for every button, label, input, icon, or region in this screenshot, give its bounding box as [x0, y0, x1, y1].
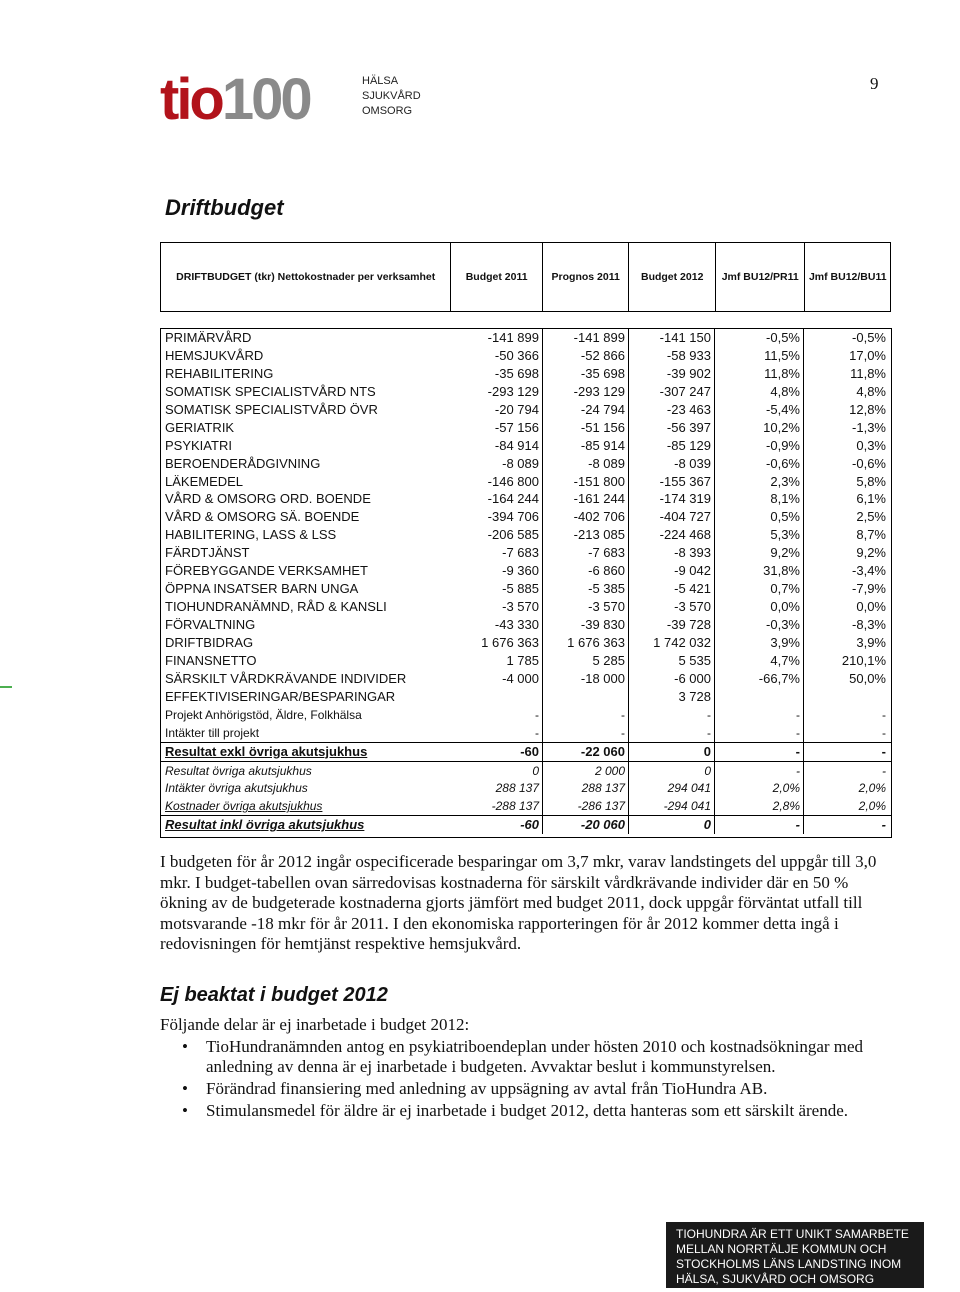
logo-wordmark: tio100 — [160, 67, 310, 132]
value-cell: - — [882, 707, 886, 722]
lead-text: Följande delar är ej inarbetade i budget 2012: — [160, 1015, 470, 1034]
value-cell: -0,3% — [715, 616, 804, 634]
value-cell: -141 899 — [452, 329, 543, 347]
value-cell: -3 570 — [543, 598, 629, 616]
value-cell: 288 137 — [452, 779, 543, 797]
value-cell: -58 933 — [629, 347, 715, 365]
value-cell: 11,8% — [850, 365, 886, 381]
value-cell: 50,0% — [849, 670, 886, 686]
value-cell: 2 000 — [543, 762, 629, 780]
value-cell: -288 137 — [452, 797, 543, 815]
row-label: GERIATRIK — [165, 419, 235, 435]
footer-banner: TIOHUNDRA ÄR ETT UNIKT SAMARBETE MELLAN NORRTÄLJE KOMMUN OCH STOCKHOLMS LÄNS LANDSTING INOM HÄLSA, SJUKVÅRD OCH OMSORG — [666, 1222, 924, 1288]
value-cell: - — [715, 706, 804, 724]
value-cell: -20 794 — [452, 401, 543, 419]
value-cell — [452, 688, 543, 706]
value-cell: -3,4% — [852, 563, 886, 579]
value-cell: 0,0% — [856, 599, 886, 615]
value-cell: -5 885 — [452, 580, 543, 598]
table-row — [161, 365, 891, 383]
row-label: Intäkter övriga akutsjukhus — [165, 781, 308, 796]
value-cell: -39 830 — [543, 616, 629, 634]
header-cell: Jmf BU12/BU11 — [805, 243, 891, 311]
body-paragraph: I budgeten för år 2012 ingår ospecificerade besparingar om 3,7 mkr, varav landstingets del uppgår till 3,0 mkr. I budget-tabellen ovan särredovisas kostnaderna för särskilt vårdkrävande individer där en 50 % ökning av de budgeterade kostnaderna gjorts jämfört med budget 2011, dock uppgår förväntat utfall till motsvarande -18 mkr för år 2011. I den ekonomiska rapporteringen för år 2012 kommer detta ingå i redovisningen för hemtjänst respektive hemsjukvård. — [160, 852, 877, 953]
value-cell: 4,8% — [715, 383, 804, 401]
row-label: Resultat exkl övriga akutsjukhus — [165, 743, 368, 759]
value-cell: -7 683 — [543, 544, 629, 562]
row-label: HABILITERING, LASS & LSS — [165, 527, 337, 543]
value-cell: - — [715, 762, 804, 780]
table-row — [161, 761, 891, 780]
value-cell: -5 421 — [629, 580, 715, 598]
page-title: Driftbudget — [165, 195, 284, 220]
row-label: HEMSJUKVÅRD — [165, 347, 264, 363]
value-cell: 0,0% — [715, 598, 804, 616]
value-cell: -7,9% — [852, 581, 886, 597]
bullet-dot-icon: • — [182, 1101, 188, 1120]
row-label: PSYKIATRI — [165, 437, 232, 453]
value-cell: -155 367 — [629, 473, 715, 491]
value-cell: 3,9% — [715, 634, 804, 652]
value-cell: -66,7% — [715, 670, 804, 688]
value-cell: -3 570 — [629, 598, 715, 616]
value-cell: 2,0% — [858, 799, 886, 814]
row-label: Resultat inkl övriga akutsjukhus — [165, 817, 365, 833]
value-cell — [804, 688, 889, 706]
value-cell: - — [629, 706, 715, 724]
value-cell: - — [715, 816, 804, 834]
value-cell: 0 — [629, 762, 715, 780]
value-cell: 2,0% — [715, 779, 804, 797]
value-cell: -141 150 — [629, 329, 715, 347]
value-cell: 1 742 032 — [629, 634, 715, 652]
subheading: Ej beaktat i budget 2012 — [160, 984, 388, 1006]
value-cell: 0,3% — [856, 437, 886, 453]
row-label: Kostnader övriga akutsjukhus — [165, 799, 323, 814]
row-label: EFFEKTIVISERINGAR/BESPARINGAR — [165, 688, 396, 704]
value-cell: 0,5% — [715, 508, 804, 526]
value-cell: -35 698 — [543, 365, 629, 383]
row-label: Intäkter till projekt — [165, 725, 260, 740]
value-cell: -174 319 — [629, 490, 715, 508]
table-row — [161, 580, 891, 598]
value-cell: -164 244 — [452, 490, 543, 508]
value-cell: -60 — [452, 743, 543, 761]
value-cell: -213 085 — [543, 526, 629, 544]
value-cell: 0 — [629, 816, 715, 834]
logo-subtitle: HÄLSA SJUKVÅRD OMSORG — [362, 75, 421, 117]
value-cell: -293 129 — [452, 383, 543, 401]
row-label: TIOHUNDRANÄMND, RÅD & KANSLI — [165, 599, 387, 615]
value-cell: 0 — [629, 743, 715, 761]
value-cell: 11,5% — [715, 347, 804, 365]
row-label: FÖREBYGGANDE VERKSAMHET — [165, 563, 368, 579]
value-cell: -8 393 — [629, 544, 715, 562]
table-row — [161, 419, 891, 437]
value-cell: -43 330 — [452, 616, 543, 634]
value-cell: - — [715, 743, 804, 761]
table-row — [161, 815, 891, 834]
value-cell: 6,1% — [856, 491, 886, 507]
tiohundra-logo — [160, 60, 460, 140]
value-cell: 5 285 — [543, 652, 629, 670]
table-row — [161, 473, 891, 491]
value-cell: - — [882, 725, 886, 740]
value-cell: 294 041 — [629, 779, 715, 797]
value-cell: -307 247 — [629, 383, 715, 401]
row-label: VÅRD & OMSORG ORD. BOENDE — [165, 491, 371, 507]
row-label: SÄRSKILT VÅRDKRÄVANDE INDIVIDER — [165, 670, 407, 686]
value-cell: 5,8% — [856, 473, 886, 489]
value-cell: -24 794 — [543, 401, 629, 419]
value-cell: 2,5% — [856, 509, 886, 525]
budget-table-body — [160, 328, 892, 838]
value-cell: -7 683 — [452, 544, 543, 562]
value-cell: -60 — [452, 816, 543, 834]
header-cell: Prognos 2011 — [543, 243, 630, 311]
value-cell: -0,6% — [852, 455, 886, 471]
row-label: FÖRVALTNING — [165, 617, 256, 632]
bullet-item: • TioHundranämnden antog en psykiatriboendeplan under hösten 2010 och kostnadsökningar med anledning av denna är ej inarbetade i budgeten. Avvaktar beslut i kommunstyrelsen. — [182, 1037, 864, 1076]
value-cell: 5 535 — [629, 652, 715, 670]
table-row — [161, 329, 891, 347]
value-cell: -293 129 — [543, 383, 629, 401]
value-cell: - — [882, 763, 886, 778]
table-row — [161, 598, 891, 616]
table-row — [161, 797, 891, 815]
table-row — [161, 437, 891, 455]
value-cell: 9,2% — [715, 544, 804, 562]
bullet-dot-icon: • — [182, 1079, 188, 1098]
value-cell: -206 585 — [452, 526, 543, 544]
value-cell: -0,9% — [715, 437, 804, 455]
table-row — [161, 383, 891, 401]
table-row — [161, 724, 891, 742]
row-label: FÄRDTJÄNST — [165, 545, 250, 561]
row-label: REHABILITERING — [165, 365, 274, 381]
value-cell: -20 060 — [543, 816, 629, 834]
value-cell: -35 698 — [452, 365, 543, 383]
value-cell: 288 137 — [543, 779, 629, 797]
value-cell: -6 860 — [543, 562, 629, 580]
value-cell: - — [715, 724, 804, 742]
value-cell: 4,7% — [715, 652, 804, 670]
row-label: DRIFTBIDRAG — [165, 634, 254, 650]
value-cell: - — [881, 817, 886, 833]
value-cell: 2,8% — [715, 797, 804, 815]
table-row — [161, 742, 891, 761]
value-cell: 9,2% — [856, 545, 886, 561]
value-cell: -85 914 — [543, 437, 629, 455]
value-cell: -9 360 — [452, 562, 543, 580]
value-cell: -50 366 — [452, 347, 543, 365]
value-cell — [715, 688, 804, 706]
header-cell: Budget 2011 — [451, 243, 543, 311]
value-cell: -141 899 — [543, 329, 629, 347]
bullet-dot-icon: • — [182, 1037, 188, 1056]
table-header — [160, 242, 891, 312]
row-label: VÅRD & OMSORG SÄ. BOENDE — [165, 509, 360, 525]
value-cell: -84 914 — [452, 437, 543, 455]
value-cell: -4 000 — [452, 670, 543, 688]
value-cell: -8,3% — [852, 617, 886, 632]
table-row — [161, 688, 891, 706]
row-label: PRIMÄRVÅRD — [165, 330, 252, 345]
table-row — [161, 706, 891, 724]
table-row — [161, 347, 891, 365]
value-cell: 4,8% — [856, 383, 886, 399]
value-cell: 8,7% — [856, 527, 886, 543]
value-cell: 12,8% — [849, 401, 886, 417]
value-cell: 2,0% — [858, 781, 886, 796]
value-cell: -39 902 — [629, 365, 715, 383]
value-cell: -8 089 — [452, 455, 543, 473]
value-cell: 10,2% — [715, 419, 804, 437]
table-row — [161, 562, 891, 580]
table-row — [161, 544, 891, 562]
table-row — [161, 616, 891, 634]
value-cell: - — [452, 706, 543, 724]
value-cell: 17,0% — [849, 347, 886, 363]
value-cell — [543, 688, 629, 706]
value-cell: -146 800 — [452, 473, 543, 491]
header-cell: DRIFTBUDGET (tkr) Nettokostnader per verksamhet — [161, 243, 451, 311]
header-cell: Jmf BU12/PR11 — [716, 243, 806, 311]
value-cell: 1 785 — [452, 652, 543, 670]
table-row — [161, 401, 891, 419]
value-cell: -5 385 — [543, 580, 629, 598]
value-cell: -0,5% — [852, 330, 886, 345]
bullet-item: • Stimulansmedel för äldre är ej inarbetade i budget 2012, detta hanteras som ett särskilt ärende. — [182, 1101, 849, 1120]
table-row — [161, 490, 891, 508]
value-cell: -23 463 — [629, 401, 715, 419]
row-label: Projekt Anhörigstöd, Äldre, Folkhälsa — [165, 707, 362, 722]
header-cell: Budget 2012 — [629, 243, 716, 311]
value-cell: -51 156 — [543, 419, 629, 437]
value-cell: -286 137 — [543, 797, 629, 815]
table-row — [161, 779, 891, 797]
value-cell: -56 397 — [629, 419, 715, 437]
page-number: 9 — [870, 74, 879, 93]
value-cell: 210,1% — [841, 652, 886, 668]
value-cell: 31,8% — [715, 562, 804, 580]
row-label: SOMATISK SPECIALISTVÅRD ÖVR — [165, 401, 378, 417]
row-label: BEROENDERÅDGIVNING — [165, 455, 321, 471]
bullet-item: • Förändrad finansiering med anledning av uppsägning av avtal från TioHundra AB. — [182, 1079, 768, 1098]
table-row — [161, 526, 891, 544]
value-cell: - — [629, 724, 715, 742]
value-cell: -1,3% — [852, 419, 886, 435]
value-cell: -52 866 — [543, 347, 629, 365]
value-cell: -294 041 — [629, 797, 715, 815]
row-label: LÄKEMEDEL — [165, 473, 244, 489]
row-label: FINANSNETTO — [165, 652, 257, 668]
value-cell: 2,3% — [715, 473, 804, 491]
value-cell: 5,3% — [715, 526, 804, 544]
value-cell: 1 676 363 — [543, 634, 629, 652]
table-row — [161, 634, 891, 652]
value-cell: - — [543, 724, 629, 742]
value-cell: -6 000 — [629, 670, 715, 688]
value-cell: -161 244 — [543, 490, 629, 508]
value-cell: -0,6% — [715, 455, 804, 473]
value-cell: -9 042 — [629, 562, 715, 580]
value-cell: -3 570 — [452, 598, 543, 616]
row-label: ÖPPNA INSATSER BARN UNGA — [165, 581, 359, 597]
value-cell: -0,5% — [715, 329, 804, 347]
margin-mark — [0, 686, 12, 688]
row-label: Resultat övriga akutsjukhus — [165, 763, 312, 778]
value-cell: - — [881, 743, 886, 759]
value-cell: 0,7% — [715, 580, 804, 598]
value-cell: -394 706 — [452, 508, 543, 526]
value-cell: -8 089 — [543, 455, 629, 473]
value-cell: -85 129 — [629, 437, 715, 455]
table-row — [161, 455, 891, 473]
value-cell: 0 — [452, 762, 543, 780]
value-cell: -224 468 — [629, 526, 715, 544]
value-cell: -22 060 — [543, 743, 629, 761]
value-cell: -151 800 — [543, 473, 629, 491]
value-cell: - — [543, 706, 629, 724]
value-cell: -5,4% — [715, 401, 804, 419]
value-cell: -404 727 — [629, 508, 715, 526]
value-cell: 1 676 363 — [452, 634, 543, 652]
value-cell: -39 728 — [629, 616, 715, 634]
value-cell: -8 039 — [629, 455, 715, 473]
value-cell: -57 156 — [452, 419, 543, 437]
value-cell: 8,1% — [715, 490, 804, 508]
table-row — [161, 670, 891, 688]
value-cell: 3,9% — [856, 634, 886, 650]
table-row — [161, 652, 891, 670]
bullet-list — [180, 1037, 880, 1123]
value-cell: 3 728 — [629, 688, 715, 706]
row-label: SOMATISK SPECIALISTVÅRD NTS — [165, 383, 376, 399]
value-cell: -18 000 — [543, 670, 629, 688]
value-cell: - — [452, 724, 543, 742]
table-row — [161, 508, 891, 526]
value-cell: -402 706 — [543, 508, 629, 526]
value-cell: 11,8% — [715, 365, 804, 383]
